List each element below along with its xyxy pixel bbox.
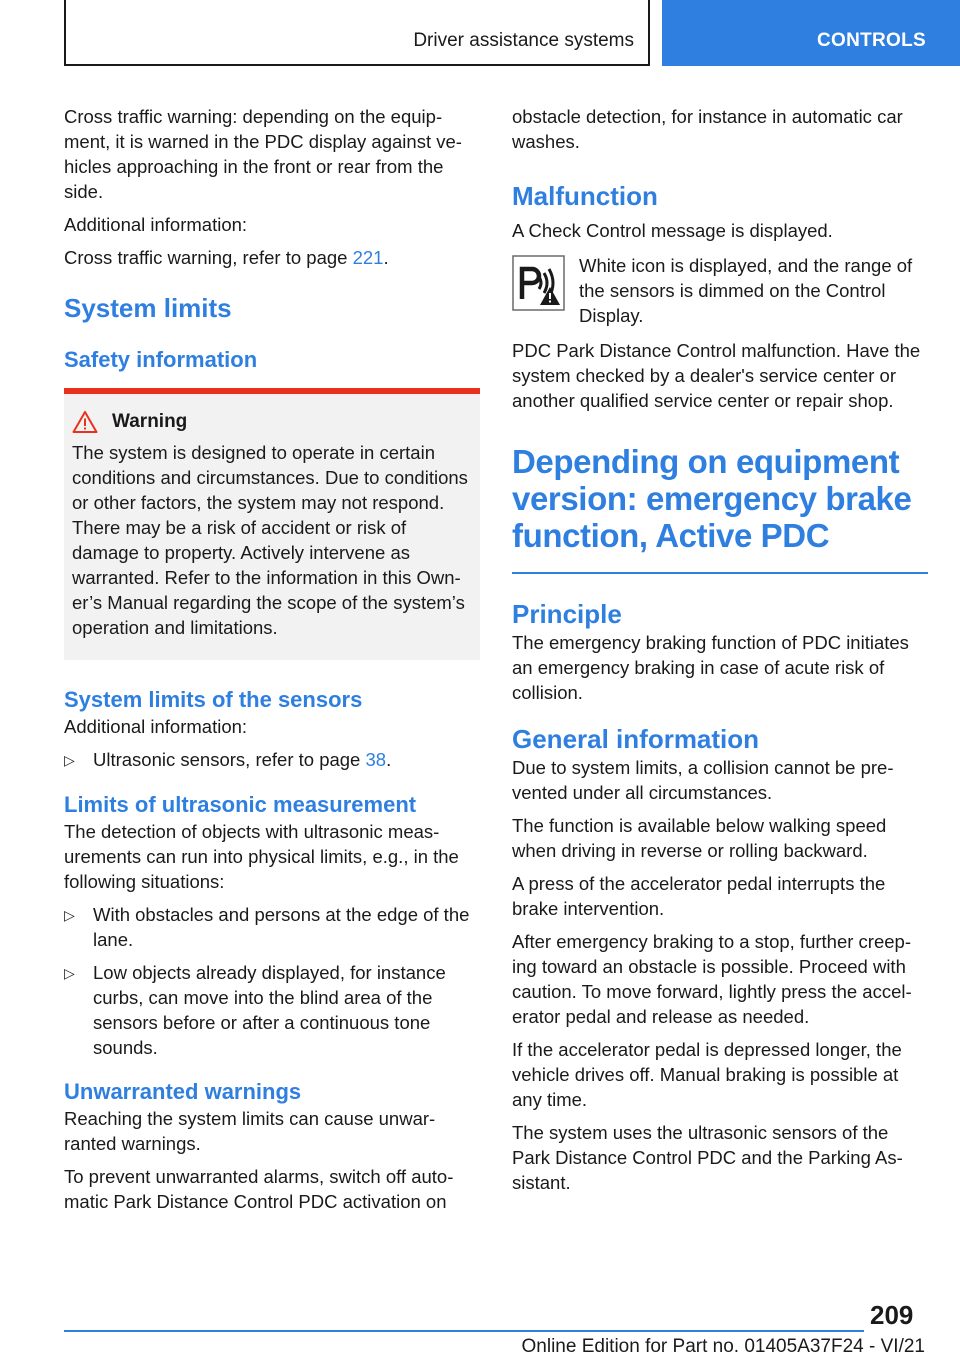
heading-principle: Principle [512,599,622,629]
triangle-bullet-icon: ▷ [64,965,75,981]
warning-triangle-icon [72,410,98,434]
list-item-text: Low objects already displayed, for instance curbs, can move into the blind area of the sensors before or after a continuous tone sounds. [93,962,446,1058]
left-column [64,104,480,1222]
heading-system-limits: System limits [64,293,232,323]
heading-emergency-brake: Depending on equipment version: emergency brake function, Active PDC [512,443,912,554]
general-paragraph-2: The function is available below walking speed when driving in reverse or rolling backward. [512,815,887,861]
principle-paragraph: The emergency braking function of PDC initiates an emergency braking in case of acute risk of collision. [512,632,909,703]
header-chapter-title: CONTROLS [816,30,926,51]
heading-ultrasonic-limits: Limits of ultrasonic measurement [64,792,417,817]
sensors-reference-text: Ultrasonic sensors, refer to page [93,749,366,770]
header-chapter-tab[interactable] [662,0,960,66]
list-item-text [93,747,391,773]
heading-divider [512,572,928,574]
additional-info-label: Additional information: [64,214,248,235]
reference-end: . [383,247,389,268]
sensors-intro: Additional information: [64,716,248,737]
heading-malfunction: Malfunction [512,181,658,211]
warning-title: Warning [112,411,188,432]
cross-traffic-paragraph: Cross traffic warning: depending on the equipment, it is warned in the PDC display against vehicles approaching in the front or rear from the side. [64,106,462,202]
general-paragraph-5: If the accelerator pedal is depressed longer, the vehicle drives off. Manual braking is possible at any time. [512,1039,902,1110]
malfunction-paragraph-2: PDC Park Distance Control malfunction. Have the system checked by a dealer's service center or another qualified service center or repair shop. [512,340,921,411]
malfunction-icon-description: White icon is displayed, and the range of the sensors is dimmed on the Control Display. [579,255,913,326]
footer-divider [64,1330,864,1332]
warning-body: The system is designed to operate in certain conditions and circumstances. Due to conditions or other factors, the system may not respond. There may be a risk of accident or risk of damage to property. Actively intervene as warranted. Refer to the information in this Owner’s Manual regarding the scope of the system’s operation and limitations. [72,442,468,638]
heading-safety-information: Safety information [64,347,258,372]
general-paragraph-3: A press of the accelerator pedal interrupts the brake intervention. [512,873,886,919]
warning-header [72,410,472,434]
heading-unwarranted-warnings: Unwarranted warnings [64,1079,302,1104]
page-link-221[interactable]: 221 [352,247,384,268]
cross-traffic-reference [64,245,480,270]
header-section-box [64,0,650,66]
general-paragraph-1: Due to system limits, a collision cannot be prevented under all circumstances. [512,757,894,803]
list-item [64,747,480,773]
malfunction-paragraph-1: A Check Control message is displayed. [512,220,833,241]
continued-paragraph: obstacle detection, for instance in automatic car washes. [512,106,903,152]
right-column [512,104,928,1203]
page-link-38[interactable]: 38 [365,749,387,770]
list-item [64,960,480,1060]
page-number: 209 [870,1300,914,1330]
reference-end: . [386,749,392,770]
triangle-bullet-icon: ▷ [64,907,75,923]
list-item-text: With obstacles and persons at the edge of the lane. [93,904,470,950]
header-section-title: Driver assistance systems [413,30,634,51]
general-paragraph-6: The system uses the ultrasonic sensors of the Park Distance Control PDC and the Parking Assistant. [512,1122,903,1193]
heading-sensor-limits: System limits of the sensors [64,687,363,712]
triangle-bullet-icon: ▷ [64,752,75,768]
pdc-malfunction-icon [512,255,565,311]
unwarranted-paragraph-1: Reaching the system limits can cause unwarranted warnings. [64,1108,436,1154]
heading-general-information: General information [512,724,760,754]
unwarranted-paragraph-2: To prevent unwarranted alarms, switch off automatic Park Distance Control PDC activation on [64,1166,454,1212]
warning-box [64,388,480,660]
ultrasonic-intro: The detection of objects with ultrasonic measurements can run into physical limits, e.g., in the following situations: [64,821,459,892]
list-item [64,902,480,952]
general-paragraph-4: After emergency braking to a stop, further creeping toward an obstacle is possible. Proceed with caution. To move forward, lightly press the accelerator pedal and release as needed. [512,931,912,1027]
footer-edition: Online Edition for Part no. 01405A37F24 - VI/21 [521,1336,925,1357]
cross-traffic-reference-text: Cross traffic warning, refer to page [64,247,353,268]
malfunction-icon-row [512,253,928,328]
